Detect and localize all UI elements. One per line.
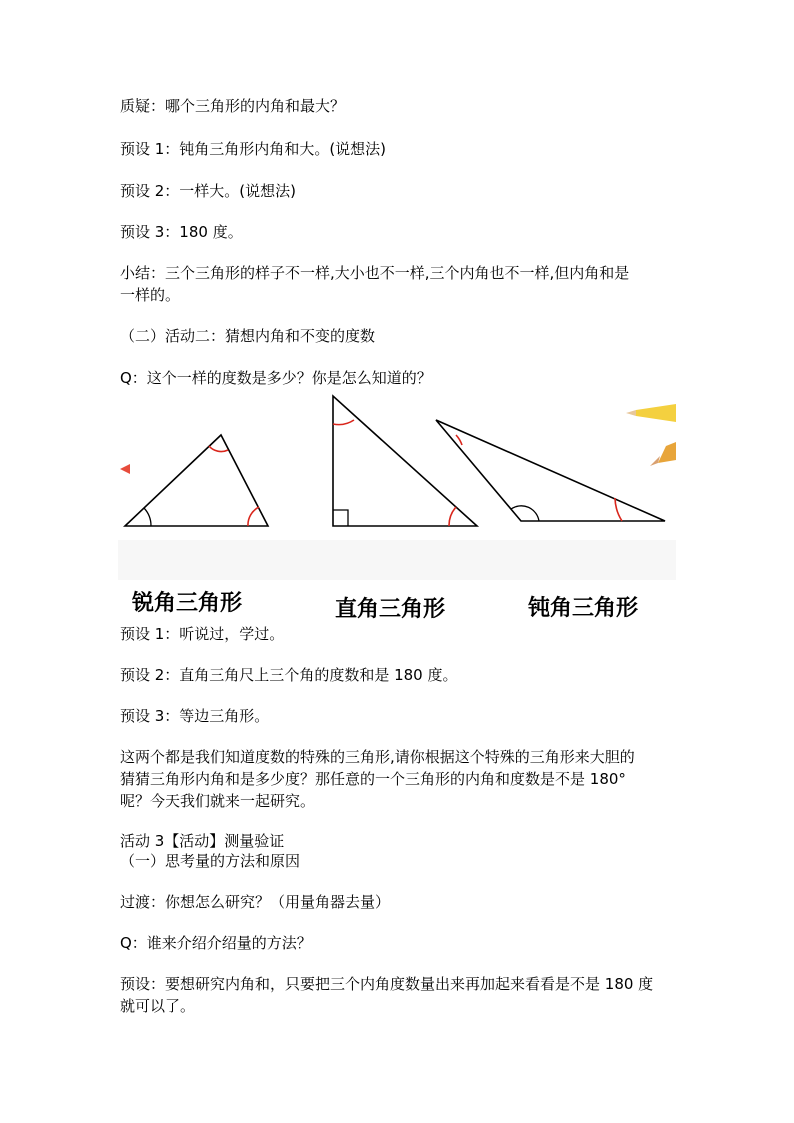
pencil-orange-icon — [650, 442, 676, 466]
text-preset-2: 预设 2：一样大。(说想法) — [120, 182, 297, 200]
text-summary-line-2: 一样的。 — [120, 286, 181, 304]
text-guess-line-1: 这两个都是我们知道度数的特殊的三角形,请你根据这个特殊的三角形来大胆的 — [120, 748, 635, 766]
text-activity-2-heading: （二）活动二：猜想内角和不变的度数 — [120, 327, 376, 345]
right-angle-mark — [333, 510, 348, 526]
text-preset-3b: 预设 3：等边三角形。 — [120, 707, 270, 725]
pencil-yellow-icon — [626, 404, 676, 422]
text-summary-line-1: 小结：三个三角形的样子不一样,大小也不一样,三个内角也不一样,但内角和是 — [120, 264, 630, 282]
text-preset-method-line-1: 预设：要想研究内角和，只要把三个内角度数量出来再加起来看看是不是 180 度 — [120, 975, 654, 993]
acute-angle-arc-right — [248, 507, 259, 526]
acute-triangle — [125, 435, 268, 526]
label-acute-triangle: 锐角三角形 — [132, 591, 243, 616]
right-angle-arc-right — [449, 507, 456, 526]
obtuse-triangle — [436, 420, 665, 521]
acute-angle-arc-top — [209, 446, 228, 452]
text-guess-line-2: 猜猜三角形内角和是多少度？那任意的一个三角形的内角和度数是不是 180° — [120, 770, 626, 788]
right-angle-arc-top — [333, 420, 354, 425]
triangles-drawing — [118, 390, 676, 590]
text-method-heading: （一）思考量的方法和原因 — [120, 852, 301, 870]
triangles-figure — [118, 390, 676, 622]
text-activity-3-heading: 活动 3【活动】测量验证 — [120, 832, 285, 850]
text-preset-3: 预设 3：180 度。 — [120, 223, 243, 241]
text-preset-1b: 预设 1：听说过，学过。 — [120, 625, 285, 643]
text-q1: Q：这个一样的度数是多少？你是怎么知道的？ — [120, 369, 432, 387]
text-guess-line-3: 呢？今天我们就来一起研究。 — [120, 792, 316, 810]
text-transition: 过渡：你想怎么研究？（用量角器去量） — [120, 893, 391, 911]
label-obtuse-triangle: 钝角三角形 — [528, 596, 639, 621]
label-right-triangle: 直角三角形 — [335, 597, 446, 622]
obtuse-angle-arc-left — [456, 435, 462, 445]
text-question: 质疑：哪个三角形的内角和最大？ — [120, 97, 346, 115]
text-preset-1: 预设 1：钝角三角形内角和大。(说想法) — [120, 140, 387, 158]
text-q2: Q：谁来介绍介绍量的方法？ — [120, 934, 312, 952]
text-preset-2b: 预设 2：直角三角尺上三个角的度数和是 180 度。 — [120, 666, 458, 684]
red-marker-shape — [120, 464, 130, 474]
figure-background-band — [118, 540, 676, 580]
acute-angle-arc-left — [144, 508, 151, 526]
text-preset-method-line-2: 就可以了。 — [120, 997, 196, 1015]
